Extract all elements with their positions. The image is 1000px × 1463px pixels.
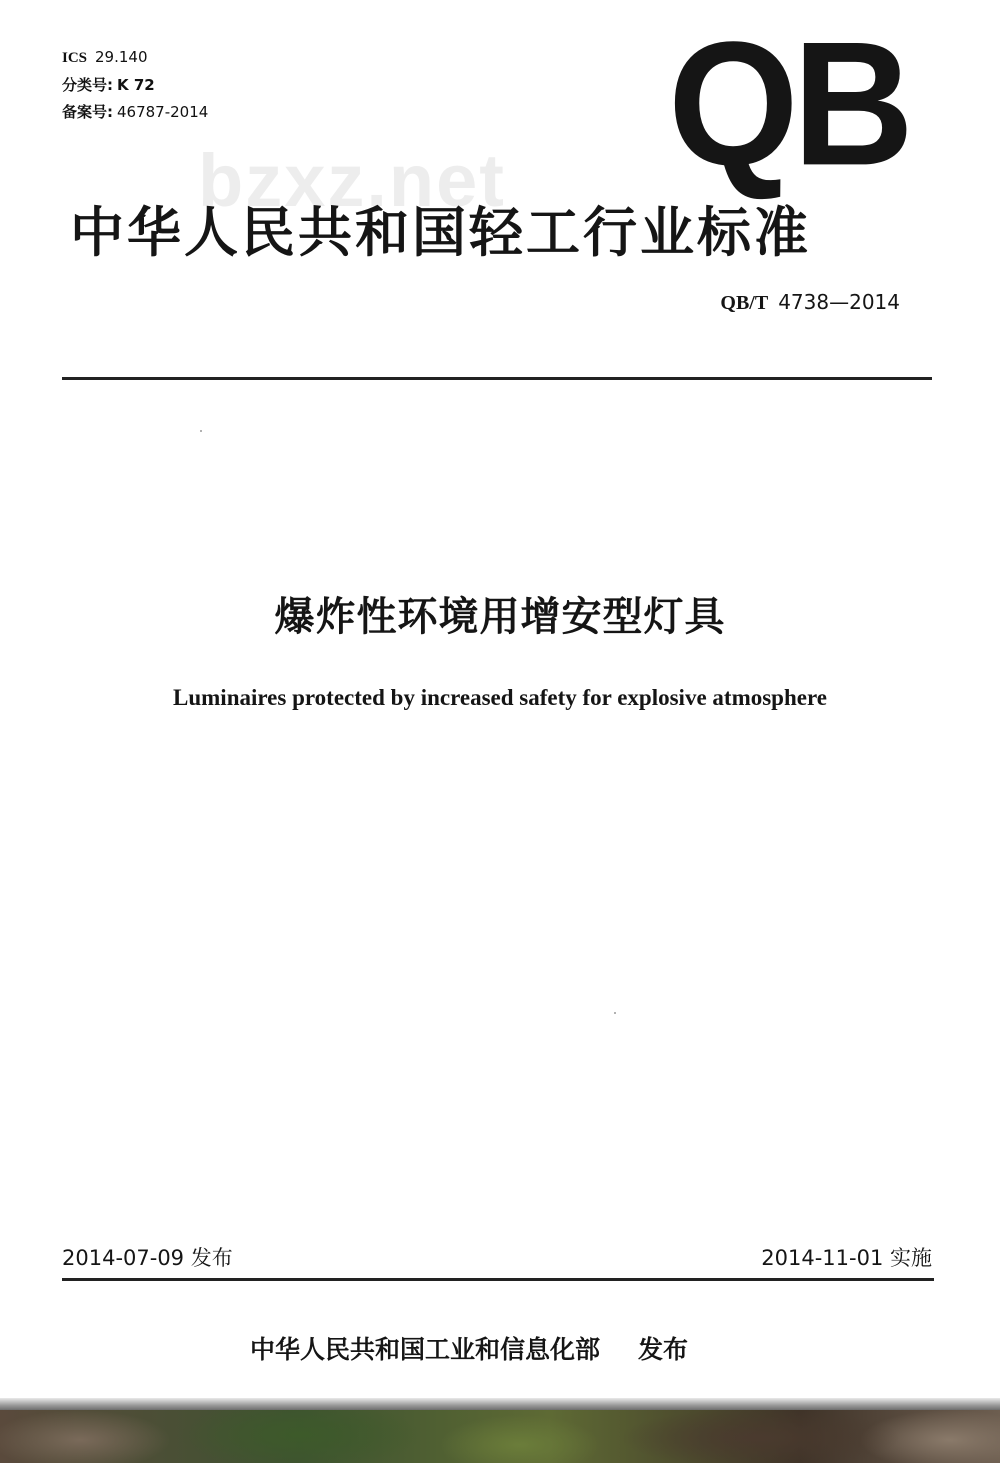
- issuer-verb: 发布: [638, 1335, 689, 1364]
- standard-prefix: QB/T: [720, 292, 769, 314]
- ics-value: 29.140: [95, 48, 148, 66]
- scan-speck: [614, 1012, 616, 1014]
- ics-label: ICS: [62, 50, 88, 66]
- footer-rule: [62, 1278, 934, 1281]
- implementation-date: 2014-11-01 实施: [761, 1246, 932, 1270]
- class-label: 分类号:: [62, 76, 113, 94]
- classification-block: [62, 44, 208, 126]
- org-title: 中华人民共和国轻工行业标准: [70, 201, 811, 264]
- background-photo: [0, 1410, 1000, 1463]
- record-row: [62, 99, 208, 126]
- title-chinese: 爆炸性环境用增安型灯具: [274, 594, 726, 640]
- standard-number: [720, 290, 900, 315]
- title-english: Luminaires protected by increased safety for explosive atmosphere: [173, 685, 827, 710]
- ics-row: [62, 44, 208, 72]
- header-rule: [62, 377, 932, 380]
- class-value: K 72: [117, 76, 155, 94]
- watermark: bzxz.net: [198, 139, 506, 222]
- standard-code: 4738—2014: [778, 290, 900, 314]
- issue-date: 2014-07-09 发布: [62, 1246, 233, 1270]
- record-value: 46787-2014: [117, 103, 209, 121]
- class-row: [62, 72, 208, 99]
- issuer: [250, 1330, 688, 1366]
- page-edge-shadow: [0, 1398, 1000, 1410]
- record-label: 备案号:: [62, 103, 113, 121]
- issuer-name: 中华人民共和国工业和信息化部: [250, 1335, 601, 1364]
- qb-logo: QB: [668, 4, 908, 203]
- scan-speck: [200, 430, 202, 432]
